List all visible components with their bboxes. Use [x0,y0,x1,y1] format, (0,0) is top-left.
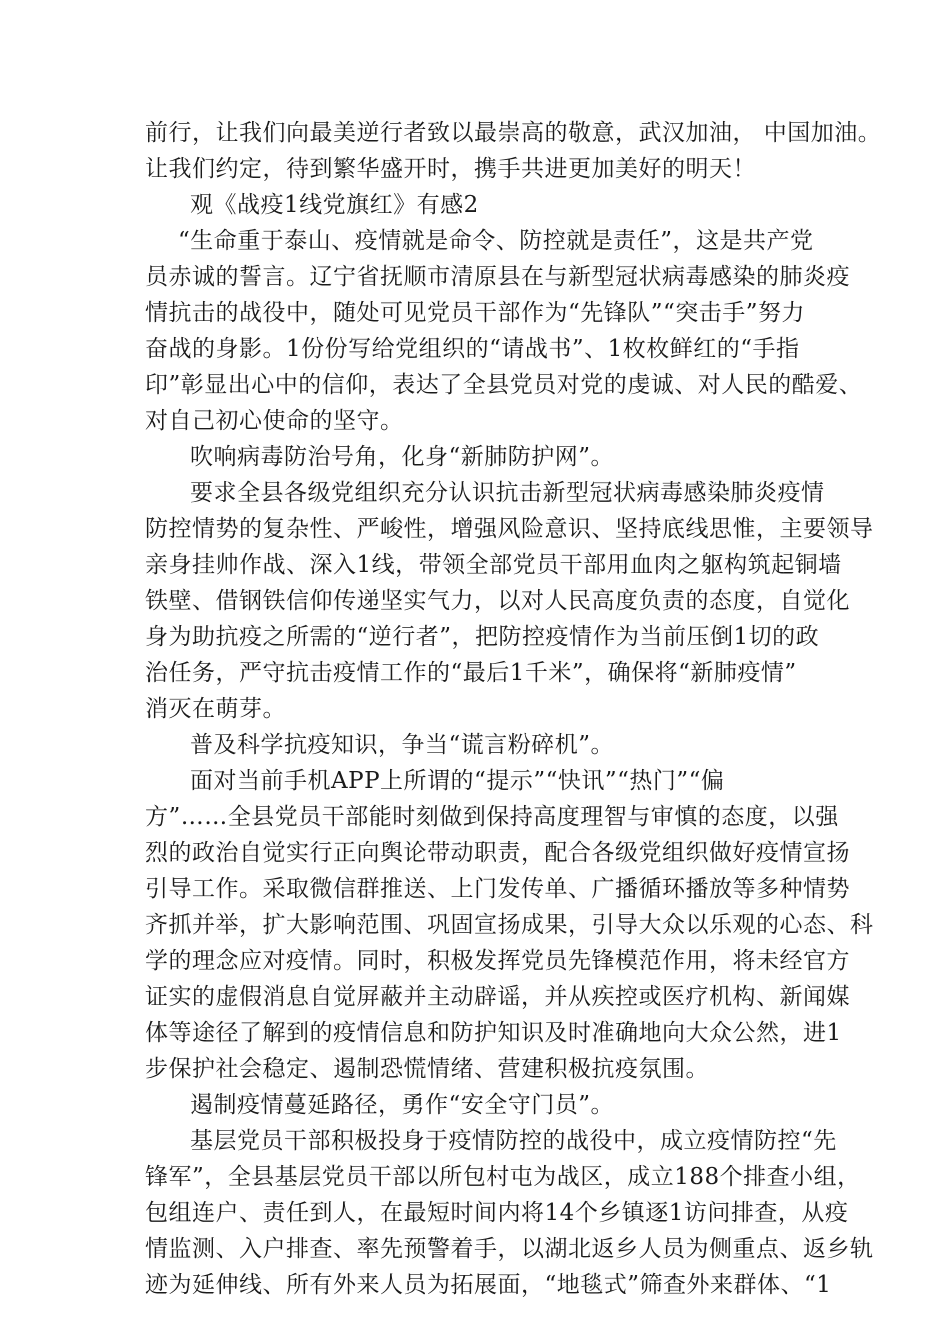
line-text: 齐抓并举，扩大影响范围、巩固宣扬成果，引导大众以乐观的心态、科 [145,912,874,938]
line-text: 奋战的身影。1份份写给党组织的“请战书”、1枚枚鲜红的“手指 [145,336,800,362]
line-text: 印”彰显出心中的信仰，表达了全县党员对党的虔诚、对人民的酷爱、 [145,372,863,398]
line-text: 铁壁、借钢铁信仰传递坚实气力，以对人民高度负责的态度，自觉化 [145,588,850,614]
line-text: 情监测、入户排查、率先预警着手，以湖北返乡人员为侧重点、返乡轨 [145,1236,874,1262]
line-text: “生命重于泰山、疫情就是命令、防控就是责任”，这是共产党 [178,228,814,254]
line-text: 让我们约定，待到繁华盛开时，携手共进更加美好的明天！ [145,156,756,182]
line-text: 锋军”，全县基层党员干部以所包村屯为战区，成立188个排查小组， [145,1164,861,1190]
line-text: 治任务，严守抗击疫情工作的“最后1千米”，确保将“新肺疫情” [145,660,797,686]
line-text: 引导工作。采取微信群推送、上门发传单、广播循环播放等多种情势 [145,876,850,902]
line-text: 要求全县各级党组织充分认识抗击新型冠状病毒感染肺炎疫情 [190,480,825,506]
line-text: 普及科学抗疫知识，争当“谎言粉碎机”。 [190,732,615,758]
line-text: 面对当前手机APP上所谓的“提示”“快讯”“热门”“偏 [190,768,725,794]
line-text: 学的理念应对疫情。同时，积极发挥党员先锋模范作用，将未经官方 [145,948,850,974]
line-text: 前行，让我们向最美逆行者致以最崇高的敬意，武汉加油， 中国加油。 [145,120,882,146]
line-text: 消灭在萌芽。 [145,696,286,722]
line-text: 防控情势的复杂性、严峻性，增强风险意识、坚持底线思惟，主要领导 [145,516,874,542]
line-text: 基层党员干部积极投身于疫情防控的战役中，成立疫情防控“先 [190,1128,837,1154]
line-text: 对自己初心使命的坚守。 [145,408,404,434]
line-text: 身为助抗疫之所需的“逆行者”，把防控疫情作为当前压倒1切的政 [145,624,820,650]
line-text: 遏制疫情蔓延路径，勇作“安全守门员”。 [190,1092,615,1118]
line-text: 亲身挂帅作战、深入1线，带领全部党员干部用血肉之躯构筑起铜墙 [145,552,842,578]
line-text: 吹响病毒防治号角，化身“新肺防护网”。 [190,444,615,470]
line-text: 步保护社会稳定、遏制恐慌情绪、营建积极抗疫氛围。 [145,1056,709,1082]
line-text: 方”……全县党员干部能时刻做到保持高度理智与审慎的态度，以强 [145,804,839,830]
line-text: 迹为延伸线、所有外来人员为拓展面，“地毯式”筛查外来群体、“1 [145,1272,832,1298]
line-text: 员赤诚的誓言。辽宁省抚顺市清原县在与新型冠状病毒感染的肺炎疫 [145,264,850,290]
line-text: 包组连户、责任到人，在最短时间内将14个乡镇逐1访问排查，从疫 [145,1200,849,1226]
line-text: 观《战疫1线党旗红》有感2 [190,192,479,218]
line-text: 证实的虚假消息自觉屏蔽并主动辟谣，并从疾控或医疗机构、新闻媒 [145,984,850,1010]
line-text: 情抗击的战役中，随处可见党员干部作为“先锋队”“突击手”努力 [145,300,806,326]
line-text: 烈的政治自觉实行正向舆论带动职责，配合各级党组织做好疫情宣扬 [145,840,850,866]
line-text: 体等途径了解到的疫情信息和防护知识及时准确地向大众公然，进1 [145,1020,842,1046]
